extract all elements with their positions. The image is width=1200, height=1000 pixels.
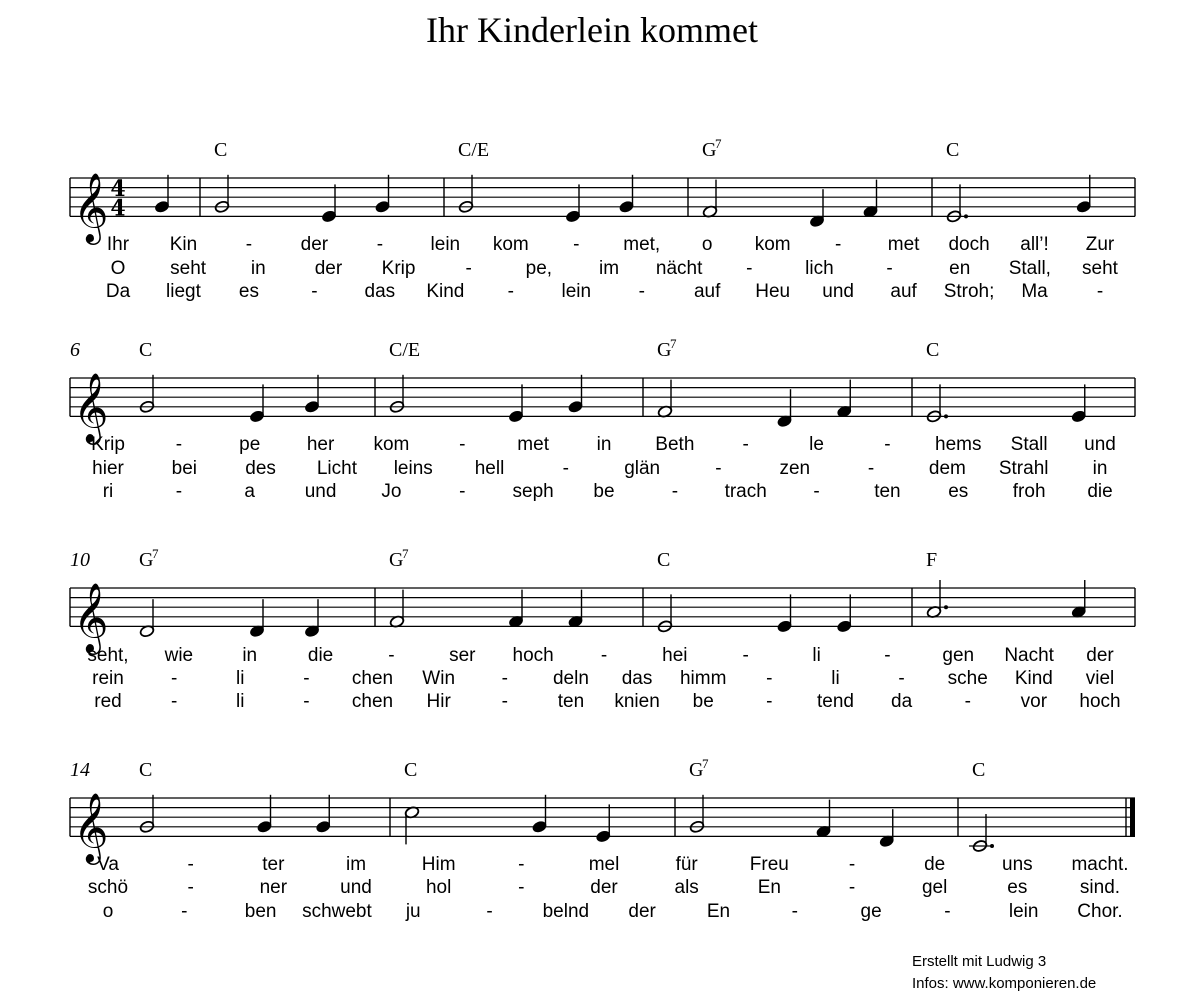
lyric-syllable: - [766,691,773,712]
lyric-syllable: met [887,234,920,255]
lyric-syllable: Nacht [1004,645,1054,666]
lyric-syllable: Him [421,854,456,875]
lyric-syllable: hoch [512,645,554,666]
music-systems [70,136,1135,922]
lyric-syllable: - [501,691,508,712]
lyric-syllable: nächt [655,258,703,279]
lyric-syllable: - [181,901,188,922]
lyric-syllable: - [501,668,508,689]
dotted-note-dot [944,605,948,609]
treble-clef-icon: 𝄞 [73,372,109,443]
lyric-syllable: - [964,691,971,712]
lyric-syllable: chen [351,668,394,689]
chord-symbol: C/E [458,139,490,161]
lyric-syllable: - [507,281,514,302]
lyric-syllable: Stall, [1008,258,1051,279]
chord-superscript: 7 [670,336,677,351]
lyric-syllable: uns [1002,854,1033,875]
lyric-syllable: Beth [655,434,695,455]
lyric-syllable: der [1086,645,1114,666]
lyric-syllable: o [701,234,713,255]
lyric-syllable: - [518,854,525,875]
lyric-syllable: a [244,481,256,502]
lyric-syllable: froh [1012,481,1046,502]
lyric-syllable: - [884,645,891,666]
lyric-syllable: Licht [316,458,357,479]
lyric-syllable: vor [1020,691,1048,712]
chord-superscript: 7 [715,136,722,151]
lyric-syllable: Freu [749,854,789,875]
lyric-syllable: das [621,668,653,689]
chord-symbol: C [972,759,986,781]
lyric-syllable: gel [921,877,948,898]
chord-symbol: C [139,759,153,781]
lyric-syllable: - [638,281,645,302]
lyric-syllable: kom [754,234,791,255]
lyric-syllable: her [306,434,335,455]
lyric-syllable: - [459,434,466,455]
dotted-note-dot [944,414,948,418]
lyric-syllable: - [886,258,893,279]
lyric-syllable: chen [351,691,394,712]
lyric-syllable: die [307,645,334,666]
lyric-syllable: ju [405,901,421,922]
lyric-syllable: in [1092,458,1108,479]
lyric-syllable: lein [561,281,592,302]
lyric-syllable: - [715,458,722,479]
lyric-syllable: tend [816,691,854,712]
system-2 [70,336,1135,502]
lyric-syllable: - [170,691,178,712]
lyric-syllable: met [517,434,549,455]
lyric-syllable: in [250,258,266,279]
lyric-syllable: Krip [381,258,416,279]
lyric-syllable: ge [860,901,882,922]
lyric-syllable: - [459,481,466,502]
lyric-syllable: Jo [381,481,402,502]
lyric-syllable: Stroh; [943,281,995,302]
lyric-syllable: - [388,645,395,666]
lyric-syllable: Strahl [998,458,1049,479]
lyric-syllable: in [596,434,612,455]
lyric-syllable: doch [948,234,990,255]
lyric-syllable: - [303,691,310,712]
lyric-syllable: - [944,901,951,922]
lyric-syllable: im [598,258,620,279]
lyric-syllable: - [376,234,384,255]
lyric-syllable: Va [97,854,119,875]
lyric-syllable: - [187,854,194,875]
lyric-syllable: und [304,481,337,502]
lyric-syllable: seht [1082,258,1118,279]
song-title: Ihr Kinderlein kommet [426,10,758,50]
lyric-syllable: - [245,234,253,255]
lyric-syllable: kom [373,434,410,455]
lyric-syllable: - [175,481,183,502]
credit-line-1: Erstellt mit Ludwig 3 [912,953,1047,970]
chord-symbol: C [946,139,960,161]
lyric-syllable: - [742,434,749,455]
system-3 [70,546,1135,712]
lyric-syllable: de [924,854,946,875]
dotted-note-dot [964,214,968,218]
lyric-syllable: - [465,258,472,279]
measure-number: 6 [70,339,80,361]
chord-symbol: C [214,139,228,161]
lyric-syllable: En [706,901,731,922]
lyric-syllable: auf [890,281,917,302]
lyric-syllable: red [94,691,122,712]
lyric-syllable: Ma [1021,281,1048,302]
lyric-syllable: der [314,258,343,279]
chord-symbol: C/E [389,339,421,361]
chord-superscript: 7 [702,756,709,771]
lyric-syllable: zen [779,458,811,479]
lyric-syllable: - [742,645,749,666]
lyric-syllable: lich [805,258,834,279]
lyric-syllable: hems [935,434,982,455]
lyric-syllable: - [170,668,178,689]
lyric-syllable: himm [679,668,727,689]
lyric-syllable: hoch [1079,691,1121,712]
final-thick-bar [1130,798,1135,836]
lyric-syllable: hol [425,877,452,898]
lyric-syllable: - [486,901,493,922]
lyric-syllable: Kind [426,281,465,302]
lyric-syllable: li [831,668,840,689]
lyric-syllable: Hir [426,691,451,712]
lyric-syllable: leins [393,458,433,479]
lyric-syllable: - [600,645,608,666]
lyric-syllable: li [812,645,821,666]
lyric-syllable: ser [449,645,476,666]
lyric-syllable: - [898,668,905,689]
lyric-syllable: und [340,877,372,898]
lyric-syllable: Heu [755,281,791,302]
lyric-syllable: Chor. [1077,901,1123,922]
lyric-syllable: - [175,434,183,455]
lyric-syllable: en [949,258,971,279]
lyric-syllable: belnd [542,901,590,922]
chord-symbol: F [926,549,938,571]
lyric-syllable: Da [105,281,131,302]
lyric-syllable: glän [624,458,661,479]
chord-superscript: 7 [402,546,409,561]
lyric-syllable: Zur [1085,234,1115,255]
lyric-syllable: all’! [1020,234,1049,255]
lyric-syllable: bei [171,458,197,479]
lyric-syllable: schwebt [302,901,372,922]
measure-number: 10 [70,549,90,571]
lyric-syllable: pe [239,434,261,455]
time-signature-bottom: 4 [110,195,126,222]
lyric-syllable: knien [614,691,660,712]
lyric-syllable: - [848,877,856,898]
lyric-syllable: ten [874,481,901,502]
lyric-syllable: da [891,691,913,712]
lyric-syllable: be [593,481,615,502]
lyric-syllable: des [245,458,276,479]
lyric-syllable: ri [102,481,114,502]
lyric-syllable: be [692,691,714,712]
lyric-syllable: - [848,854,856,875]
lyric-syllable: im [345,854,367,875]
lyric-syllable: - [671,481,679,502]
lyric-syllable: li [236,668,245,689]
treble-clef-icon: 𝄞 [73,172,109,243]
lyric-syllable: wie [164,645,194,666]
lyric-syllable: seht, [87,645,129,666]
lyric-syllable: ben [244,901,277,922]
lyric-syllable: und [822,281,854,302]
treble-clef-icon: 𝄞 [73,582,109,653]
credit-line-2: Infos: www.komponieren.de [912,975,1097,992]
lyric-syllable: sche [947,668,988,689]
chord-symbol: C [926,339,940,361]
lyric-syllable: und [1084,434,1116,455]
chord-symbol: G [689,759,704,781]
lyric-syllable: lein [1008,901,1039,922]
chord-symbol: C [404,759,418,781]
lyric-syllable: es [1007,877,1028,898]
lyric-syllable: deln [552,668,589,689]
chord-symbol: G [657,339,672,361]
lyric-syllable: pe, [525,258,553,279]
lyric-syllable: viel [1085,668,1115,689]
lyric-syllable: seht [170,258,207,279]
lyric-syllable: - [187,877,194,898]
lyric-syllable: - [573,234,580,255]
lyric-syllable: als [674,877,699,898]
lyric-syllable: der [590,877,618,898]
dotted-note-dot [990,844,994,848]
lyric-syllable: hier [92,458,124,479]
lyric-syllable: - [813,481,820,502]
lyric-syllable: - [1096,281,1104,302]
lyric-syllable: ten [557,691,585,712]
lyric-syllable: met, [623,234,661,255]
lyric-syllable: trach [724,481,767,502]
lyric-syllable: hell [474,458,505,479]
lyric-syllable: - [884,434,891,455]
lyric-syllable: - [834,234,842,255]
lyric-syllable: liegt [166,281,201,302]
lyric-syllable: Kin [169,234,198,255]
lyric-syllable: das [364,281,396,302]
lyric-syllable: li [236,691,245,712]
lyric-syllable: Win [422,668,456,689]
system-4 [70,756,1135,922]
lyric-syllable: auf [693,281,721,302]
lyric-syllable: Ihr [106,234,130,255]
lyric-syllable: schö [87,877,129,898]
lyric-syllable: es [948,481,969,502]
lyric-syllable: mel [588,854,620,875]
lyric-syllable: für [675,854,698,875]
lyric-syllable: - [746,258,753,279]
lyric-syllable: - [791,901,798,922]
time-signature-top: 4 [110,176,126,203]
lyric-syllable: En [757,877,781,898]
chord-symbol: C [657,549,671,571]
lyric-syllable: hei [662,645,688,666]
chord-symbol: G [389,549,404,571]
lyric-syllable: der [300,234,329,255]
lyric-syllable: - [303,668,310,689]
lyric-syllable: le [809,434,824,455]
treble-clef-icon: 𝄞 [73,792,109,863]
lyric-syllable: - [562,458,570,479]
lyric-syllable: Stall [1010,434,1048,455]
lyric-syllable: O [110,258,126,279]
chord-superscript: 7 [152,546,159,561]
chord-symbol: G [702,139,717,161]
measure-number: 14 [70,759,90,781]
lyric-syllable: gen [942,645,975,666]
lyric-syllable: kom [492,234,529,255]
lyric-syllable: - [518,877,525,898]
lyric-syllable: seph [512,481,554,502]
chord-symbol: G [139,549,154,571]
lyric-syllable: in [242,645,258,666]
lyric-syllable: ner [259,877,288,898]
lyric-syllable: o [102,901,114,922]
system-1 [70,136,1135,302]
lyric-syllable: Krip [91,434,125,455]
chord-symbol: C [139,339,153,361]
lyric-syllable: es [238,281,259,302]
lyric-syllable: macht. [1071,854,1129,875]
lyric-syllable: rein [92,668,124,689]
lyric-syllable: - [766,668,773,689]
lyric-syllable: der [628,901,656,922]
lyric-syllable: - [867,458,875,479]
lyric-syllable: - [311,281,318,302]
lyric-syllable: ter [262,854,285,875]
lyric-syllable: dem [928,458,966,479]
lyric-syllable: die [1087,481,1113,502]
lyric-syllable: sind. [1079,877,1121,898]
lyric-syllable: lein [430,234,461,255]
lyric-syllable: Kind [1014,668,1053,689]
